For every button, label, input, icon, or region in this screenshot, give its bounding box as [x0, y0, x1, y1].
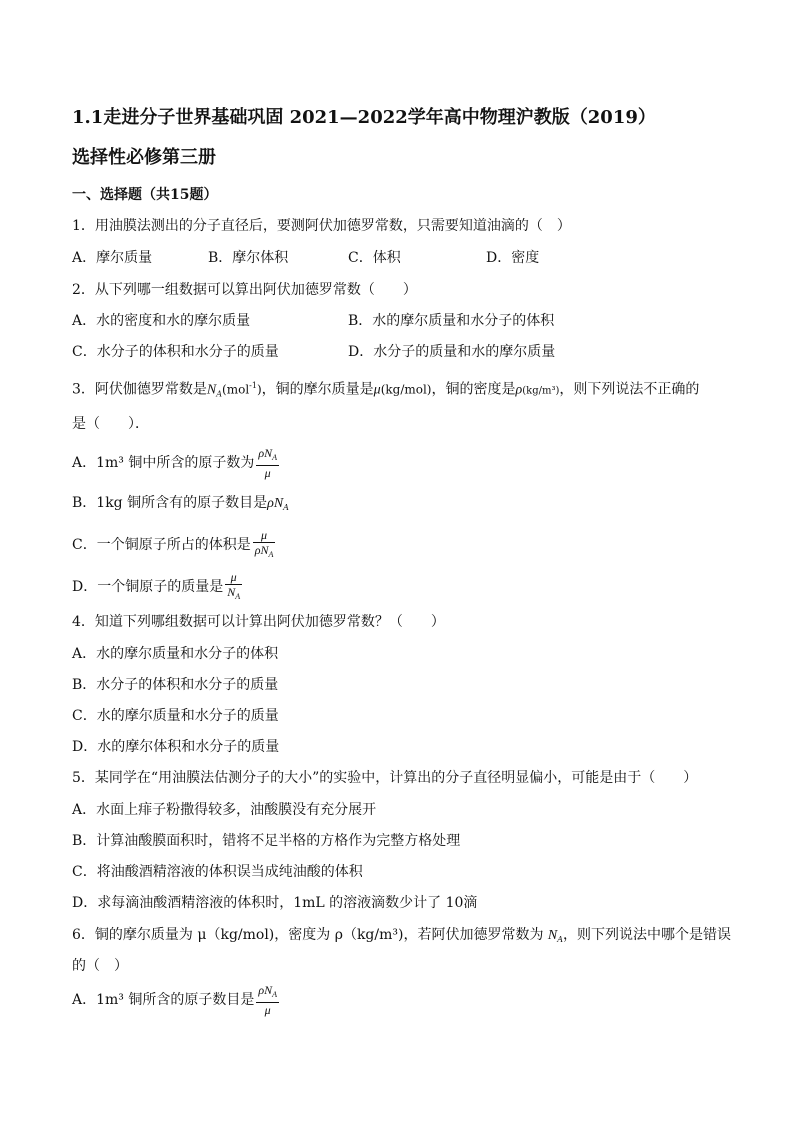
q3-unit2: (kg/mol)	[380, 382, 432, 397]
q3-tail: ，则下列说法不正确的	[559, 381, 700, 398]
q4-option-a: A．水的摩尔质量和水分子的体积	[72, 646, 279, 662]
q2-stem: 2．从下列哪一组数据可以算出阿伏加德罗常数（ ）	[72, 282, 417, 298]
q3-unit1: (mol	[222, 382, 250, 397]
q1-option-d: D．密度	[486, 250, 540, 266]
q3-option-a	[72, 446, 279, 480]
q5-option-b: B．计算油酸膜面积时，错将不足半格的方格作为完整方格处理	[72, 833, 461, 849]
q3-option-a-num: ρN	[258, 446, 273, 460]
q3-option-c-text: C．一个铜原子所占的体积是	[72, 537, 251, 553]
q6-option-a-num-sub: A	[272, 990, 278, 999]
q3-na: N	[206, 382, 217, 398]
q6-option-a-fraction	[256, 983, 279, 1017]
q3-option-a-text: A．1m³ 铜中所含的原子数为	[72, 455, 255, 471]
q6-option-a-den: μ	[264, 1003, 271, 1017]
q3-option-b-expr: ρN	[267, 496, 284, 511]
q3-option-b-expr-sub: A	[283, 503, 289, 512]
q3-option-c-den-sub: A	[268, 550, 274, 559]
q3-mid1: ，铜的摩尔质量是	[261, 381, 374, 398]
q6-stem-line2: 的（ ）	[72, 958, 128, 974]
document-title-line2: 选择性必修第三册	[72, 147, 216, 168]
section-heading: 一、选择题（共15题）	[72, 187, 218, 203]
q3-option-a-fraction	[256, 446, 279, 480]
q3-option-d-fraction	[225, 570, 242, 604]
q3-option-c-fraction	[253, 528, 276, 562]
q3-option-b-text: B．1kg 铜所含有的原子数目是	[72, 495, 268, 511]
q1-option-b: B．摩尔体积	[208, 250, 289, 266]
q2-option-c: C．水分子的体积和水分子的质量	[72, 344, 279, 360]
q3-option-d-den: N	[227, 585, 236, 599]
q3-unit1-end: )	[256, 382, 262, 397]
q3-option-d-num: μ	[225, 570, 242, 585]
q3-option-c-num: μ	[253, 528, 276, 543]
document-title-line1: 1.1走进分子世界基础巩固 2021—2022学年高中物理沪教版（2019）	[72, 107, 656, 128]
q5-option-d: D．求每滴油酸酒精溶液的体积时，1mL 的溶液滴数少计了 10滴	[72, 895, 478, 911]
q2-option-b: B．水的摩尔质量和水分子的体积	[348, 313, 555, 329]
q6-stem-prefix: 6．铜的摩尔质量为 μ（kg/mol)，密度为 ρ（kg/m³)，若阿伏加德罗常数为	[72, 927, 548, 943]
q3-mid2: ，铜的密度是	[431, 381, 516, 398]
q3-stem-line2: 是（ ）．	[72, 416, 149, 432]
q3-stem-prefix: 3．阿伏伽德罗常数是	[72, 381, 207, 398]
q3-na-sub: A	[216, 389, 223, 399]
q4-option-d: D．水的摩尔体积和水分子的质量	[72, 739, 280, 755]
q3-option-c	[72, 528, 275, 562]
q1-stem: 1．用油膜法测出的分子直径后，要测阿伏加德罗常数，只需要知道油滴的（ ）	[72, 218, 571, 234]
q3-option-a-den: μ	[264, 466, 271, 480]
q3-option-d	[72, 570, 242, 604]
q3-option-b	[72, 494, 289, 517]
q3-mu: μ	[373, 382, 381, 398]
q4-stem: 4．知道下列哪组数据可以计算出阿伏加德罗常数？（ ）	[72, 614, 445, 630]
q3-option-d-text: D．一个铜原子的质量是	[72, 579, 224, 595]
q6-stem	[72, 926, 731, 949]
q6-na-sub: A	[557, 935, 564, 944]
q6-option-a	[72, 983, 279, 1017]
q2-option-d: D．水分子的质量和水的摩尔质量	[348, 344, 556, 360]
q3-option-d-den-sub: A	[235, 592, 241, 601]
q2-option-a: A．水的密度和水的摩尔质量	[72, 313, 251, 329]
q3-option-c-den: ρN	[254, 543, 269, 557]
q5-option-a: A．水面上痱子粉撒得较多，油酸膜没有充分展开	[72, 802, 377, 818]
q5-stem: 5．某同学在“用油膜法估测分子的大小”的实验中，计算出的分子直径明显偏小，可能是由于（ ）	[72, 770, 698, 786]
q4-option-b: B．水分子的体积和水分子的质量	[72, 677, 279, 693]
q1-option-a: A．摩尔质量	[72, 250, 153, 266]
q6-option-a-num: ρN	[258, 983, 273, 997]
q4-option-c: C．水的摩尔质量和水分子的质量	[72, 708, 279, 724]
q6-option-a-text: A．1m³ 铜所含的原子数目是	[72, 992, 255, 1008]
q3-unit3: (kg/m³)	[522, 385, 560, 397]
q3-stem	[72, 377, 699, 404]
q3-unit1-sup: -1	[249, 381, 257, 390]
q3-rho: ρ	[515, 382, 523, 398]
q1-option-c: C．体积	[348, 250, 401, 266]
q6-na: N	[547, 928, 558, 943]
q5-option-c: C．将油酸酒精溶液的体积误当成纯油酸的体积	[72, 864, 363, 880]
q3-option-a-num-sub: A	[272, 453, 278, 462]
q6-tail: ，则下列说法中哪个是错误	[563, 927, 732, 943]
